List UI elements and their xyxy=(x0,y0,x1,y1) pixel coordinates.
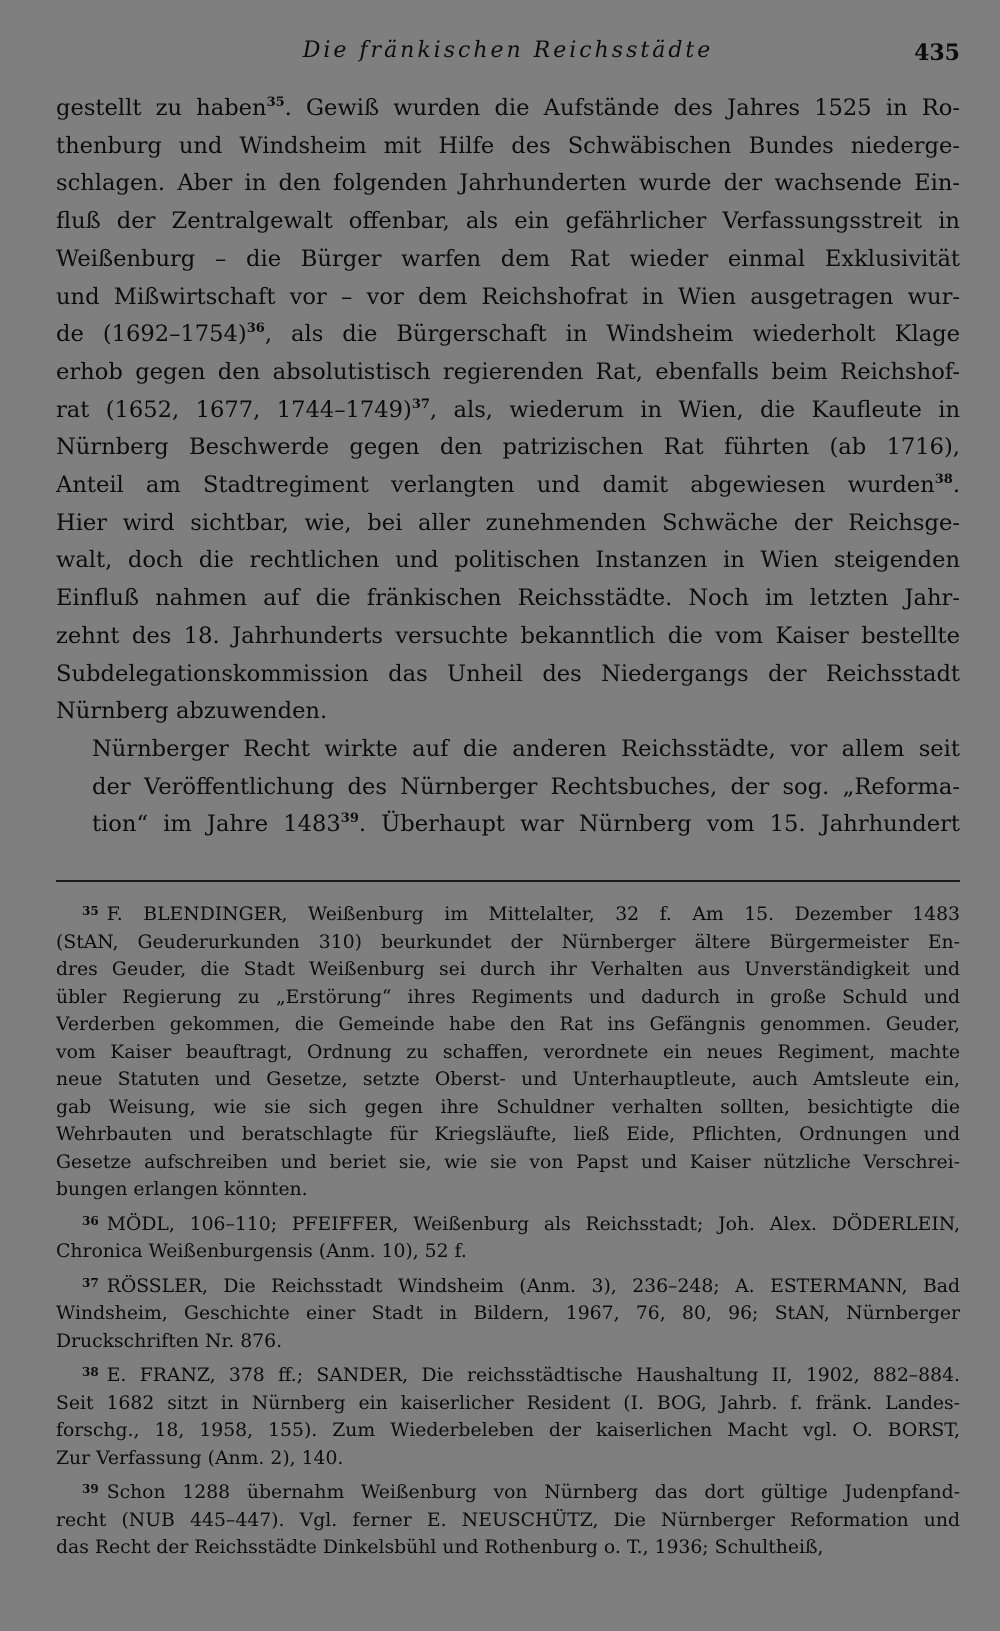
footnote-rule xyxy=(56,880,960,882)
footnote-line xyxy=(56,1208,960,1239)
footnote-ref: 39 xyxy=(340,811,359,827)
text-segment: walt, doch die rechtlichen und politischen Instanzen in Wien steigenden xyxy=(56,547,960,574)
footnote-text: das Recht der Reichsstädte Dinkelsbühl und Rothenburg o. T., 1936; Schultheiß, xyxy=(56,1537,824,1558)
footnote-line xyxy=(56,1066,960,1094)
footnote-text: Verderben gekommen, die Gemeinde habe den Rat ins Gefängnis genommen. Geuder, xyxy=(56,1014,960,1035)
text-line xyxy=(56,128,960,166)
text-line xyxy=(56,580,960,618)
footnote-line xyxy=(56,1176,960,1204)
paragraph-2 xyxy=(56,731,960,844)
footnote-line xyxy=(56,1300,960,1328)
text-segment: . Überhaupt war Nürnberg vom 15. Jahrhundert xyxy=(358,811,960,838)
footnote-ref: 35 xyxy=(266,95,285,110)
footnote-text: Seit 1682 sitzt in Nürnberg ein kaiserlicher Resident (I. BOG, Jahrb. f. fränk. Landes- xyxy=(56,1392,960,1414)
footnote-line xyxy=(56,1328,960,1356)
footnote-line xyxy=(56,1476,960,1507)
text-line xyxy=(56,392,960,430)
text-segment: Einfluß nahmen auf die fränkischen Reichsstädte. Noch im letzten Jahr- xyxy=(56,585,960,612)
footnote-text: neue Statuten und Gesetze, setzte Oberst- und Unterhauptleute, auch Amtsleute ein, xyxy=(56,1069,960,1090)
footnote-number: 36 xyxy=(82,1213,99,1228)
text-line xyxy=(56,693,960,731)
footnote-line xyxy=(56,1238,960,1266)
text-line xyxy=(56,656,960,694)
page-number: 435 xyxy=(914,40,960,66)
text-segment: , als die Bürgerschaft in Windsheim wiederholt Klage xyxy=(264,321,960,348)
footnote-text: E. FRANZ, 378 ff.; SANDER, Die reichsstädtische Haushaltung II, 1902, 882–884. xyxy=(106,1365,960,1386)
footnote-text: forschg., 18, 1958, 155). Zum Wiederbeleben der kaiserlichen Macht vgl. O. BORST, xyxy=(56,1420,960,1441)
text-line xyxy=(56,165,960,203)
text-line xyxy=(56,354,960,392)
footnote-39 xyxy=(56,1476,960,1562)
text-segment: fluß der Zentralgewalt offenbar, als ein gefährlicher Verfassungsstreit in xyxy=(56,208,960,235)
footnote-line xyxy=(56,1121,960,1149)
footnote-ref: 38 xyxy=(934,472,953,488)
text-segment: gestellt zu haben xyxy=(56,95,267,121)
text-segment: Subdelegationskommission das Unheil des Niedergangs der Reichsstadt xyxy=(56,660,960,687)
text-line xyxy=(56,769,960,807)
footnote-line xyxy=(56,1507,960,1535)
paragraph-1 xyxy=(56,90,960,731)
footnote-line xyxy=(56,1359,960,1390)
footnote-text: Zur Verfassung (Anm. 2), 140. xyxy=(56,1447,344,1469)
footnote-text: Gesetze aufschreiben und beriet sie, wie sie von Papst und Kaiser nützliche Verschrei- xyxy=(56,1151,960,1173)
footnotes xyxy=(56,898,960,1566)
text-line xyxy=(56,429,960,467)
text-segment: der Veröffentlichung des Nürnberger Rechtsbuches, der sog. „Reforma- xyxy=(92,773,960,800)
text-line xyxy=(56,241,960,279)
text-segment: zehnt des 18. Jahrhunderts versuchte bekanntlich die vom Kaiser bestellte xyxy=(56,622,960,649)
text-segment: erhob gegen den absolutistisch regierenden Rat, ebenfalls beim Reichshof- xyxy=(56,358,960,385)
footnote-text: RÖSSLER, Die Reichsstadt Windsheim (Anm. 3), 236–248; A. ESTERMANN, Bad xyxy=(106,1275,960,1297)
footnote-line xyxy=(56,1149,960,1177)
text-line xyxy=(56,279,960,317)
footnote-line xyxy=(56,929,960,957)
text-segment: rat (1652, 1677, 1744–1749) xyxy=(56,396,412,423)
text-segment: thenburg und Windsheim mit Hilfe des Schwäbischen Bundes niederge- xyxy=(56,132,960,159)
text-segment: Anteil am Stadtregiment verlangten und damit abgewiesen wurden xyxy=(56,472,935,499)
footnote-text: recht (NUB 445–447). Vgl. ferner E. NEUSCHÜTZ, Die Nürnberger Reformation und xyxy=(56,1509,960,1531)
footnote-number: 37 xyxy=(82,1275,99,1290)
footnote-text: bungen erlangen könnten. xyxy=(56,1179,308,1200)
text-segment: Nürnberger Recht wirkte auf die anderen Reichsstädte, vor allem seit xyxy=(92,735,960,762)
footnote-text: Windsheim, Geschichte einer Stadt in Bildern, 1967, 76, 80, 96; StAN, Nürnberger xyxy=(56,1303,960,1324)
text-line xyxy=(56,806,960,844)
footnote-ref: 37 xyxy=(411,396,430,412)
running-head xyxy=(56,38,960,74)
text-segment: und Mißwirtschaft vor – vor dem Reichshofrat in Wien ausgetragen wur- xyxy=(56,283,960,310)
footnote-line xyxy=(56,1011,960,1039)
footnote-38 xyxy=(56,1359,960,1472)
footnote-text: vom Kaiser beauftragt, Ordnung zu schaffen, verordnete ein neues Regiment, machte xyxy=(56,1041,960,1063)
footnote-ref: 36 xyxy=(246,321,265,337)
footnote-text: F. BLENDINGER, Weißenburg im Mittelalter, 32 f. Am 15. Dezember 1483 xyxy=(106,904,960,925)
footnote-line xyxy=(56,1445,960,1473)
footnote-line xyxy=(56,898,960,929)
running-head-title: Die fränkischen Reichsstädte xyxy=(302,38,714,63)
text-line xyxy=(56,505,960,543)
footnote-text: MÖDL, 106–110; PFEIFFER, Weißenburg als Reichsstadt; Joh. Alex. DÖDERLEIN, xyxy=(106,1213,960,1235)
footnote-line xyxy=(56,1534,960,1562)
footnote-text: gab Weisung, wie sie sich gegen ihre Schuldner verhalten sollten, besichtigte die xyxy=(56,1096,960,1118)
footnote-line xyxy=(56,1094,960,1122)
footnote-text: (StAN, Geuderurkunden 310) beurkundet der Nürnberger ältere Bürgermeister En- xyxy=(56,931,960,953)
text-line xyxy=(56,618,960,656)
text-line xyxy=(56,203,960,241)
text-segment: , als, wiederum in Wien, die Kaufleute in xyxy=(429,396,960,423)
footnote-text: Druckschriften Nr. 876. xyxy=(56,1330,283,1352)
text-segment: de (1692–1754) xyxy=(56,321,247,348)
footnote-line xyxy=(56,1039,960,1067)
footnote-line xyxy=(56,1390,960,1418)
text-segment: Hier wird sichtbar, wie, bei aller zunehmenden Schwäche der Reichsge- xyxy=(56,509,960,536)
footnote-text: übler Regierung zu „Erstörung“ ihres Regiments und dadurch in große Schuld und xyxy=(56,986,960,1008)
footnote-text: Schon 1288 übernahm Weißenburg von Nürnberg das dort gültige Judenpfand- xyxy=(106,1482,960,1503)
footnote-text: Wehrbauten und beratschlagte für Kriegsläufte, ließ Eide, Pflichten, Ordnungen und xyxy=(56,1124,960,1145)
footnote-line xyxy=(56,956,960,984)
footnote-35 xyxy=(56,898,960,1204)
text-line xyxy=(56,90,960,128)
footnote-text: dres Geuder, die Stadt Weißenburg sei durch ihr Verhalten aus Unverständigkeit und xyxy=(56,959,960,980)
footnote-number: 38 xyxy=(82,1365,99,1379)
footnote-number: 35 xyxy=(82,904,99,918)
text-line xyxy=(56,542,960,580)
text-line xyxy=(56,316,960,354)
text-segment: tion“ im Jahre 1483 xyxy=(92,811,341,838)
footnote-number: 39 xyxy=(82,1482,99,1496)
main-text xyxy=(56,90,960,844)
text-segment: Nürnberg Beschwerde gegen den patrizischen Rat führten (ab 1716), xyxy=(56,434,960,461)
text-line xyxy=(56,731,960,769)
footnote-line xyxy=(56,1270,960,1301)
footnote-text: Chronica Weißenburgensis (Anm. 10), 52 f. xyxy=(56,1241,467,1262)
footnote-line xyxy=(56,1417,960,1445)
text-segment: . Gewiß wurden die Aufstände des Jahres 1525 in Ro- xyxy=(284,95,960,121)
text-segment: Nürnberg abzuwenden. xyxy=(56,698,328,725)
footnote-37 xyxy=(56,1270,960,1356)
text-segment: Weißenburg – die Bürger warfen dem Rat wieder einmal Exklusivität xyxy=(56,245,960,272)
footnote-line xyxy=(56,984,960,1012)
footnote-36 xyxy=(56,1208,960,1266)
text-line xyxy=(56,467,960,505)
text-segment: . xyxy=(952,472,960,499)
text-segment: schlagen. Aber in den folgenden Jahrhunderten wurde der wachsende Ein- xyxy=(56,170,960,197)
